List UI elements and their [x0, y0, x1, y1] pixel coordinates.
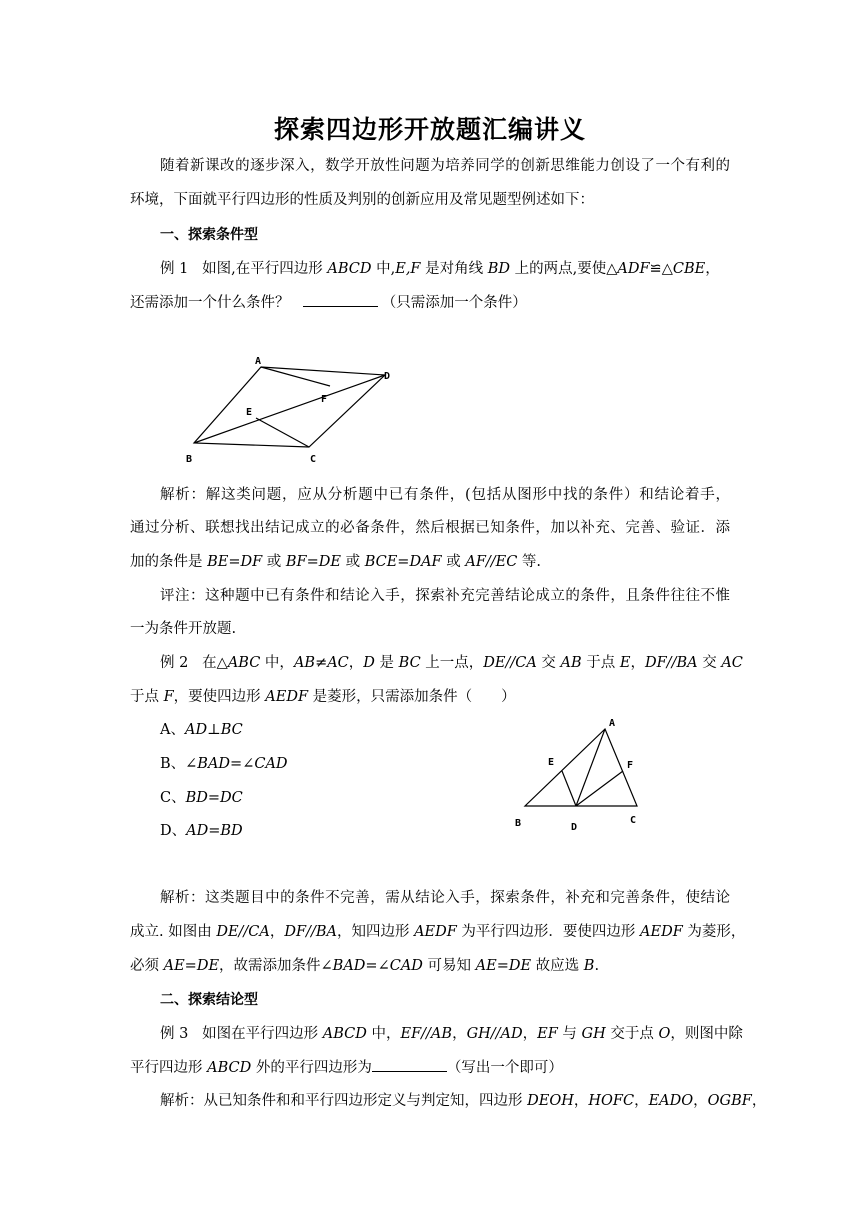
- math: E: [619, 655, 631, 671]
- text: 加的条件是: [130, 554, 208, 570]
- text: 如图在平行四边形: [202, 1026, 323, 1042]
- analysis-2-line-2: [130, 922, 746, 942]
- text: 平行四边形: [130, 1060, 208, 1076]
- text: ，: [452, 1026, 467, 1042]
- text: ，: [705, 261, 720, 277]
- figure-triangle: [505, 710, 655, 835]
- example-2-line-2: [130, 687, 730, 707]
- option-b: [160, 754, 460, 774]
- example-2-line-1: [160, 653, 743, 673]
- text: 于点: [581, 655, 620, 671]
- math: AC: [721, 655, 743, 671]
- text: ，: [634, 1093, 649, 1109]
- text: 是: [374, 655, 399, 671]
- math: AB≠AC: [293, 655, 349, 671]
- example-3-line-2: [130, 1057, 730, 1078]
- label-a: A: [609, 718, 616, 729]
- math: DF//BA: [645, 655, 698, 671]
- text: 交于点: [605, 1026, 659, 1042]
- text: 可易知: [422, 958, 476, 974]
- label-f: F: [627, 760, 634, 771]
- text: D、: [160, 823, 187, 839]
- label-c: C: [630, 815, 637, 826]
- text: ，: [348, 655, 364, 671]
- section-1-heading: 一、探索条件型: [160, 227, 258, 243]
- text: 解析：从已知条件和和平行四边形定义与判定知，四边形: [160, 1093, 528, 1109]
- math: AEDF: [265, 689, 309, 705]
- math: EF//AB: [400, 1026, 453, 1042]
- label-d: D: [384, 371, 391, 382]
- math: BCE=DAF: [364, 554, 442, 570]
- text: ，则图中除: [670, 1026, 743, 1042]
- math: ABCD: [207, 1060, 252, 1076]
- intro-line-1: 随着新课改的逐步深入，数学开放性问题为培养同学的创新思维能力创设了一个有利的: [160, 158, 730, 174]
- diagonal-bd: [194, 375, 385, 443]
- analysis-3-line-1: [160, 1091, 767, 1111]
- text: 在△: [202, 655, 228, 671]
- math: E,F: [395, 261, 421, 277]
- text: ，: [269, 924, 285, 940]
- math: BD=DC: [185, 790, 243, 806]
- text: （写出一个即可）: [446, 1060, 563, 1076]
- option-a: [160, 720, 460, 740]
- example-3-line-1: [160, 1024, 743, 1044]
- analysis-1-line-3: [130, 552, 730, 572]
- example-1-line-2: [130, 292, 730, 313]
- answer-blank: [372, 1057, 447, 1072]
- label-c: C: [310, 454, 317, 465]
- math: AD=BD: [186, 823, 243, 839]
- label-d: D: [571, 822, 578, 833]
- math: AEDF: [414, 924, 457, 940]
- math: ∠BAD=∠CAD: [185, 756, 288, 772]
- math: BD: [487, 261, 510, 277]
- text: 交: [697, 655, 722, 671]
- parallelogram-abcd: [194, 367, 385, 447]
- math: HOFC: [588, 1093, 635, 1109]
- math: AB: [560, 655, 582, 671]
- math: GH//AD: [466, 1026, 523, 1042]
- text: 或: [441, 554, 466, 570]
- text: 外的平行四边形为: [251, 1060, 372, 1076]
- text: 于点: [130, 689, 164, 705]
- text: 是对角线: [420, 261, 488, 277]
- analysis-1-line-1: 解析：解这类问题，应从分析题中已有条件，(包括从图形中找的条件）和结论着手，: [160, 487, 730, 503]
- text: ，知四边形: [336, 924, 415, 940]
- text: 必须: [130, 958, 164, 974]
- text: 或: [340, 554, 365, 570]
- intro-line-2: 环境，下面就平行四边形的性质及判别的创新应用及常见题型例述如下：: [130, 192, 594, 208]
- comment-1-line-1: 评注：这种题中已有条件和结论入手，探索补充完善结论成立的条件，且条件往往不惟: [160, 588, 730, 604]
- text: （只需添加一个条件）: [381, 295, 527, 311]
- text: 上的两点,要使△: [510, 261, 618, 277]
- math: EF: [537, 1026, 558, 1042]
- math: O: [658, 1026, 671, 1042]
- math: ABC: [227, 655, 261, 671]
- option-d: [160, 821, 460, 841]
- page-title: 探索四边形开放题汇编讲义: [273, 115, 586, 144]
- math: AD⊥BC: [184, 722, 243, 738]
- text: ，: [693, 1093, 708, 1109]
- text: C、: [160, 790, 186, 806]
- option-c: [160, 788, 460, 808]
- label-b: B: [515, 818, 522, 829]
- math: BC: [398, 655, 421, 671]
- segment-ad: [576, 729, 605, 806]
- math: GH: [581, 1026, 606, 1042]
- text: 中，: [366, 1026, 401, 1042]
- example-1-label: 例 1: [160, 261, 189, 277]
- math: DEOH: [527, 1093, 574, 1109]
- text: 如图,在平行四边形: [202, 261, 328, 277]
- label-b: B: [186, 454, 193, 465]
- example-2-label: 例 2: [160, 655, 189, 671]
- analysis-2-line-1: 解析：这类题目中的条件不完善，需从结论入手，探索条件，补充和完善条件，使结论: [160, 890, 730, 906]
- text: 故应选: [531, 958, 584, 974]
- comment-1-line-2: 一为条件开放题.: [130, 621, 237, 637]
- math: DE//CA: [216, 924, 270, 940]
- example-1-line-1: [160, 259, 730, 279]
- math: BF=DE: [285, 554, 341, 570]
- text: 中,: [371, 261, 396, 277]
- text: ，故需添加条件: [219, 958, 321, 974]
- math: AE=DE: [475, 958, 532, 974]
- figure-parallelogram: [180, 350, 400, 470]
- math: ABCD: [327, 261, 372, 277]
- math: ADF: [617, 261, 650, 277]
- text: 等.: [517, 554, 542, 570]
- math: AF//EC: [465, 554, 518, 570]
- text: 交: [536, 655, 561, 671]
- math: EADO: [648, 1093, 694, 1109]
- math: AE=DE: [163, 958, 220, 974]
- label-e: E: [548, 757, 555, 768]
- text: 与: [557, 1026, 582, 1042]
- text: ，要使四边形: [173, 689, 266, 705]
- text: 为平行四边形．要使四边形: [456, 924, 641, 940]
- example-3-label: 例 3: [160, 1026, 189, 1042]
- math: D: [363, 655, 375, 671]
- label-f: F: [321, 394, 328, 405]
- text: ，: [573, 1093, 589, 1109]
- math: ∠BAD=∠CAD: [320, 958, 423, 974]
- label-e: E: [246, 407, 253, 418]
- analysis-2-line-3: [130, 956, 730, 976]
- math: DF//BA: [284, 924, 337, 940]
- text: ≌△: [649, 261, 673, 277]
- segment-ed: [562, 771, 576, 806]
- label-a: A: [255, 356, 262, 367]
- text: 还需添加一个什么条件？: [130, 295, 290, 311]
- math: F: [163, 689, 174, 705]
- text: 成立. 如图由: [130, 924, 217, 940]
- text: ，: [630, 655, 645, 671]
- text: ，: [751, 1093, 767, 1109]
- text: 上一点，: [420, 655, 484, 671]
- text: 中，: [260, 655, 294, 671]
- text: .: [594, 958, 600, 974]
- triangle-abc: [525, 729, 637, 806]
- text: 为菱形，: [682, 924, 746, 940]
- segment-af: [261, 367, 330, 386]
- text: B、: [160, 756, 186, 772]
- segment-ec: [256, 418, 309, 447]
- text: 是菱形，只需添加条件（ ）: [308, 689, 516, 705]
- text: 或: [262, 554, 286, 570]
- math: BE=DF: [207, 554, 263, 570]
- section-2-heading: 二、探索结论型: [160, 992, 258, 1008]
- text: ，: [522, 1026, 538, 1042]
- analysis-1-line-2: 通过分析、联想找出结记成立的必备条件，然后根据已知条件，加以补充、完善、验证．添: [130, 520, 730, 536]
- answer-blank: [303, 292, 378, 307]
- math: AEDF: [640, 924, 683, 940]
- math: ABCD: [322, 1026, 367, 1042]
- math: DE//CA: [483, 655, 537, 671]
- math: OGBF: [707, 1093, 752, 1109]
- text: A、: [160, 722, 185, 738]
- math: B: [583, 958, 595, 974]
- math: CBE: [672, 261, 706, 277]
